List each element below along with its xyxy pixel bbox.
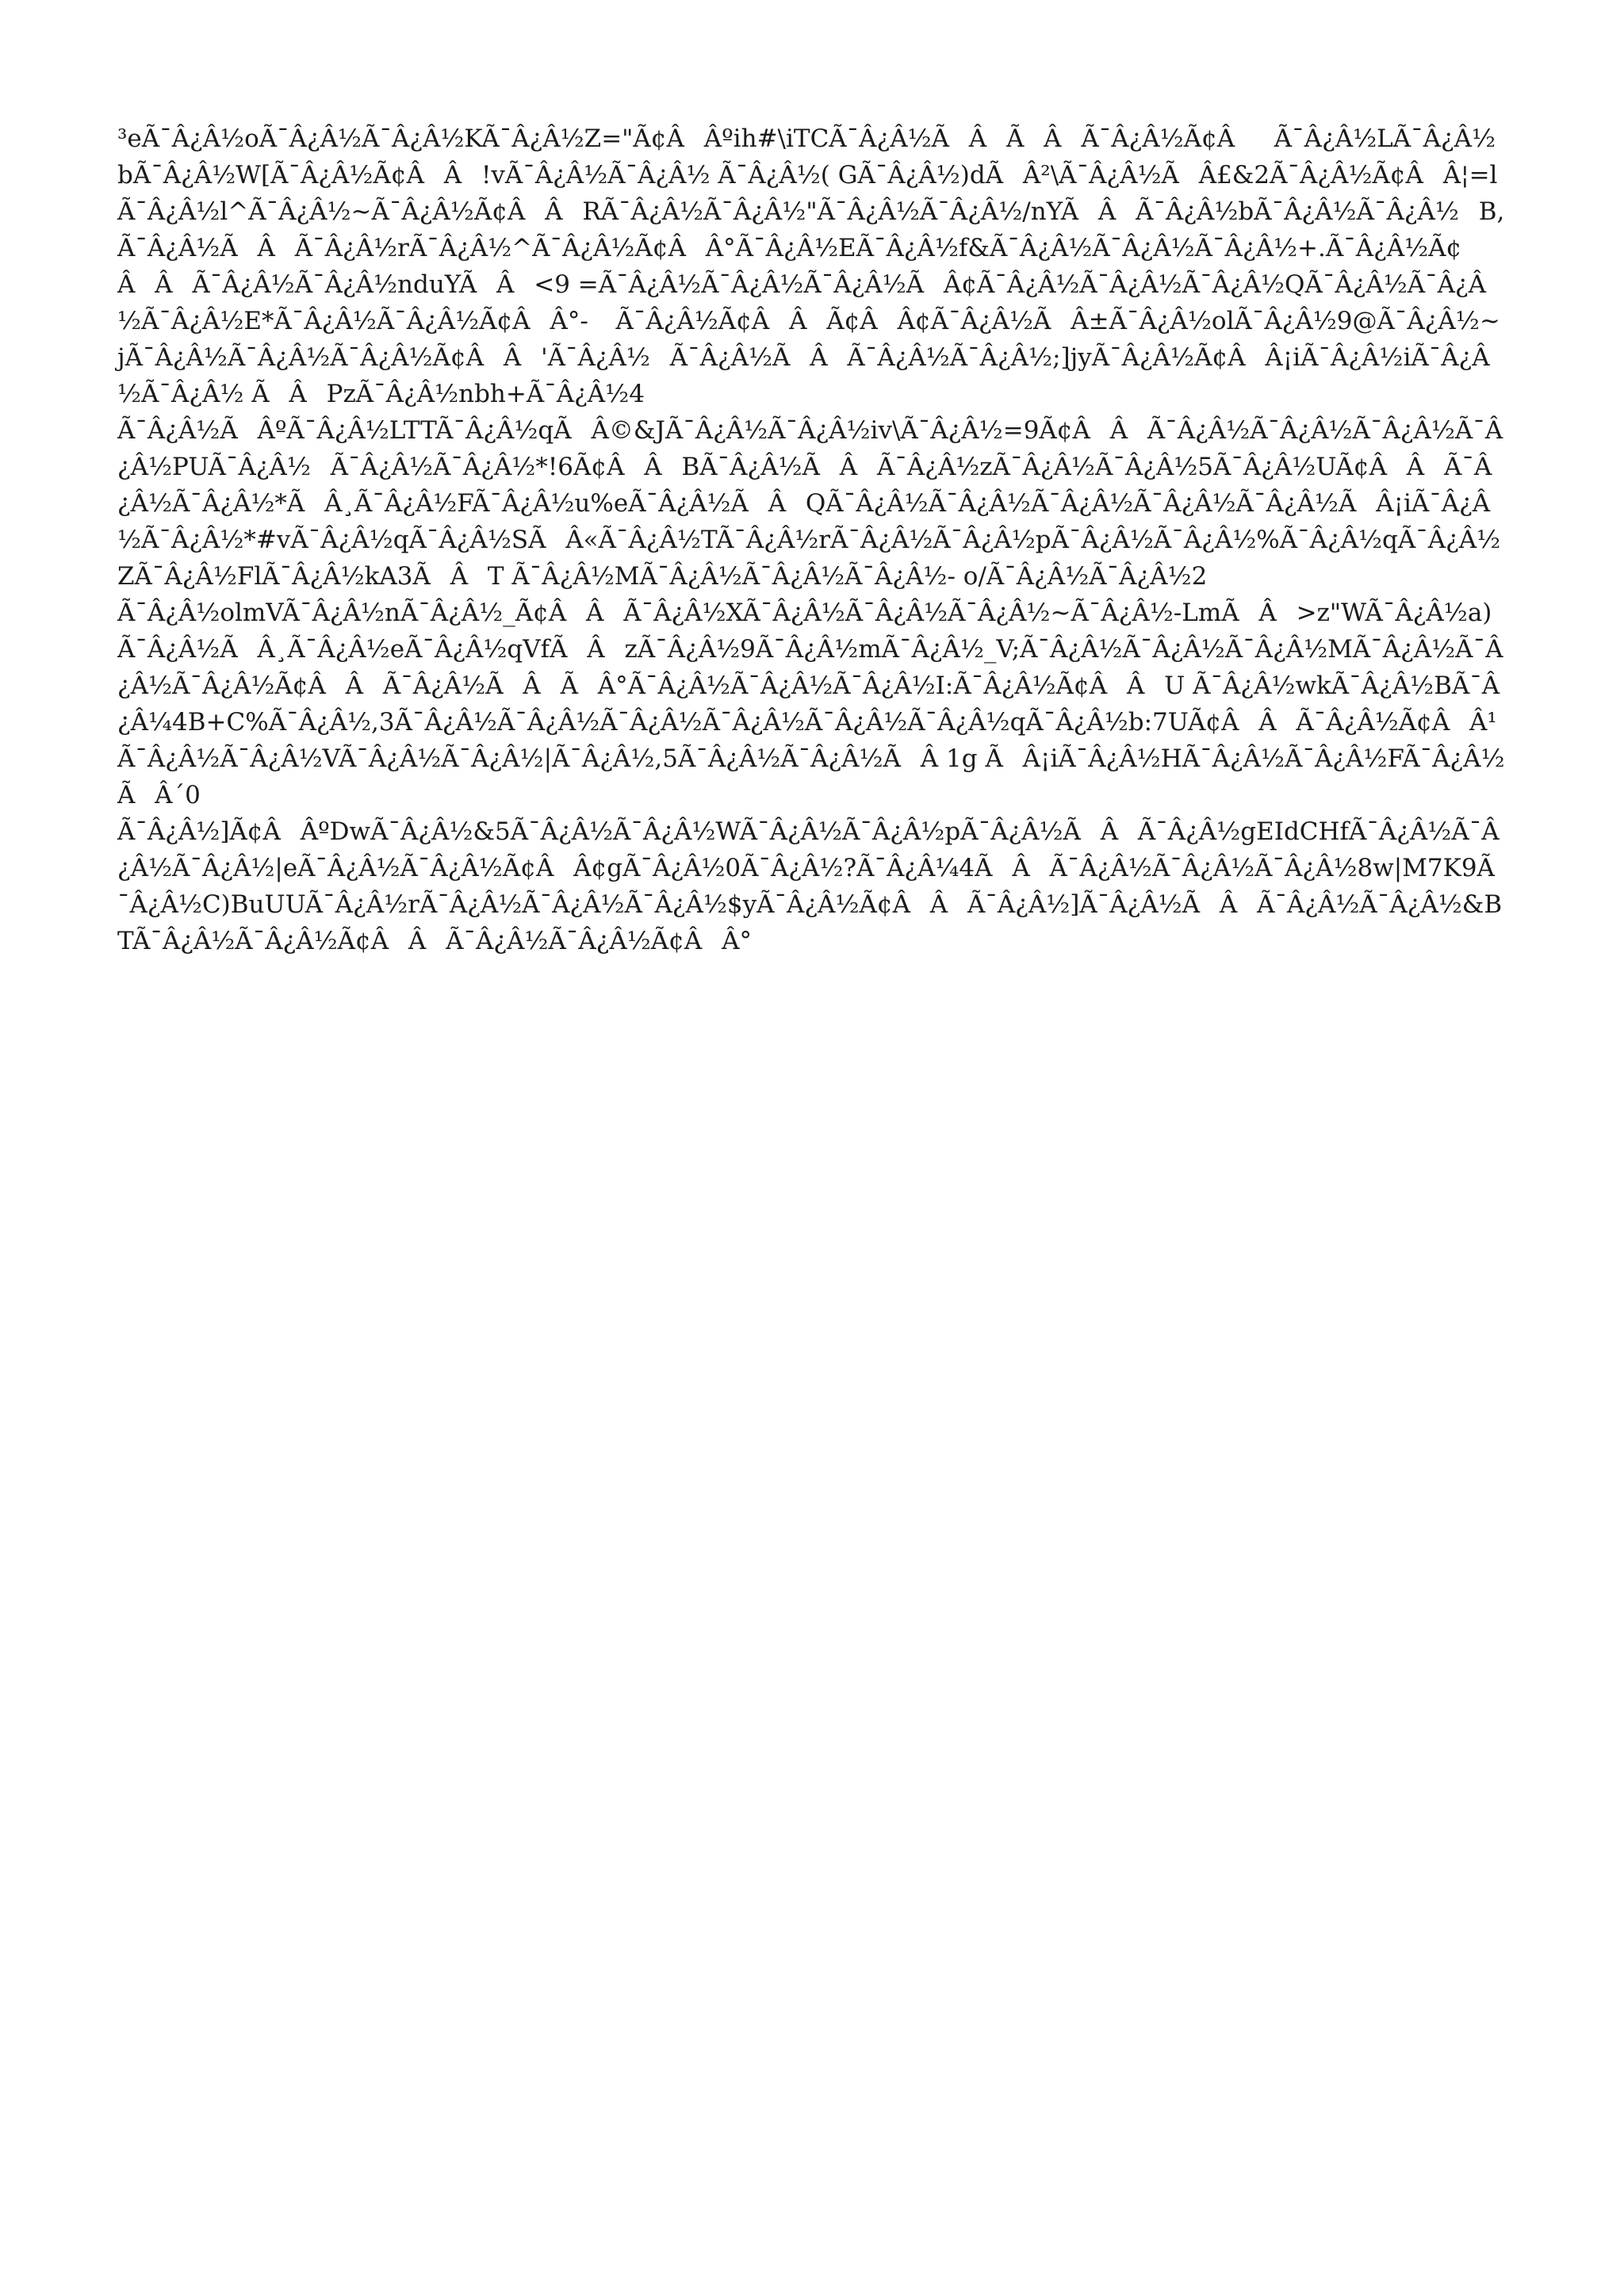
text-paragraph-2: Ã¯Â¿Â½ÃÂºÃ¯Â¿Â½LTTÃ¯Â¿Â½qÃÂ©&JÃ¯Â¿Â½Ã¯Â¿Â½iv\Ã¯Â¿Â½=9Ã¢ÂÂÃ¯Â¿Â½Ã¯Â¿Â½Ã¯Â¿Â½Ã¯Â¿Â½PUÃ¯Â¿Â½Ã¯Â¿Â½Ã¯Â¿Â½*!6Ã¢ÂÂBÃ¯Â¿Â½ÃÂÃ¯Â¿Â½zÃ¯Â¿Â½Ã¯Â¿Â½5Ã¯Â¿Â½UÃ¢ÂÂÃ¯Â¿Â½Ã¯Â¿Â½*ÃÂ¸Ã¯Â¿Â½FÃ¯Â¿Â½u%eÃ¯Â¿Â½ÃÂQÃ¯Â¿Â½Ã¯Â¿Â½Ã¯Â¿Â½Ã¯Â¿Â½Ã¯Â¿Â½ÃÂ¡iÃ¯Â¿Â½Ã¯Â¿Â½*#vÃ¯Â¿Â½qÃ¯Â¿Â½SÃÂ«Ã¯Â¿Â½TÃ¯Â¿Â½rÃ¯Â¿Â½Ã¯Â¿Â½pÃ¯Â¿Â½Ã¯Â¿Â½%Ã¯Â¿Â½qÃ¯Â¿Â½ZÃ¯Â¿Â½FlÃ¯Â¿Â½kA3ÃÂT Ã¯Â¿Â½MÃ¯Â¿Â½Ã¯Â¿Â½Ã¯Â¿Â½- o/Ã¯Â¿Â½Ã¯Â¿Â½2 (117, 416, 1503, 591)
document-body-text (117, 121, 1507, 959)
text-paragraph-3: Ã¯Â¿Â½olmVÃ¯Â¿Â½nÃ¯Â¿Â½_Ã¢ÂÂÃ¯Â¿Â½XÃ¯Â¿Â½Ã¯Â¿Â½Ã¯Â¿Â½~Ã¯Â¿Â½-LmÃÂ>z"WÃ¯Â¿Â½a)Ã¯Â¿Â½ÃÂ¸Ã¯Â¿Â½eÃ¯Â¿Â½qVfÃÂzÃ¯Â¿Â½9Ã¯Â¿Â½mÃ¯Â¿Â½_V;Ã¯Â¿Â½Ã¯Â¿Â½Ã¯Â¿Â½MÃ¯Â¿Â½Ã¯Â¿Â½Ã¯Â¿Â½Ã¢ÂÂÃ¯Â¿Â½ÃÂÃÂ°Ã¯Â¿Â½Ã¯Â¿Â½Ã¯Â¿Â½I:Ã¯Â¿Â½Ã¢ÂÂU Ã¯Â¿Â½wkÃ¯Â¿Â½BÃ¯Â¿Â¼4B+C%Ã¯Â¿Â½,3Ã¯Â¿Â½Ã¯Â¿Â½Ã¯Â¿Â½Ã¯Â¿Â½Ã¯Â¿Â½Ã¯Â¿Â½qÃ¯Â¿Â½b:7UÃ¢ÂÂÃ¯Â¿Â½Ã¢ÂÂ¹Ã¯Â¿Â½Ã¯Â¿Â½VÃ¯Â¿Â½Ã¯Â¿Â½|Ã¯Â¿Â½,5Ã¯Â¿Â½Ã¯Â¿Â½ÃÂ 1g ÃÂ¡iÃ¯Â¿Â½HÃ¯Â¿Â½Ã¯Â¿Â½FÃ¯Â¿Â½ÃÂ´0 (117, 599, 1505, 809)
text-paragraph-1: ³eÃ¯Â¿Â½oÃ¯Â¿Â½Ã¯Â¿Â½KÃ¯Â¿Â½Z="Ã¢ÂÂºih#\iTCÃ¯Â¿Â½ÃÂÃÂÃ¯Â¿Â½Ã¢ÂÃ¯Â¿Â½LÃ¯Â¿Â½bÃ¯Â¿Â½W[Ã¯Â¿Â½Ã¢ÂÂ!vÃ¯Â¿Â½Ã¯Â¿Â½ Ã¯Â¿Â½( GÃ¯Â¿Â½)dÃÂ²\Ã¯Â¿Â½ÃÂ£&2Ã¯Â¿Â½Ã¢ÂÂ¦=lÃ¯Â¿Â½l^Ã¯Â¿Â½~Ã¯Â¿Â½Ã¢ÂÂRÃ¯Â¿Â½Ã¯Â¿Â½"Ã¯Â¿Â½Ã¯Â¿Â½/nYÃÂÃ¯Â¿Â½bÃ¯Â¿Â½Ã¯Â¿Â½B,Ã¯Â¿Â½ÃÂÃ¯Â¿Â½rÃ¯Â¿Â½^Ã¯Â¿Â½Ã¢ÂÂ°Ã¯Â¿Â½EÃ¯Â¿Â½f&Ã¯Â¿Â½Ã¯Â¿Â½Ã¯Â¿Â½+.Ã¯Â¿Â½Ã¢ÂÂÃ¯Â¿Â½Ã¯Â¿Â½nduYÃÂ<9 =Ã¯Â¿Â½Ã¯Â¿Â½Ã¯Â¿Â½ÃÂ¢Ã¯Â¿Â½Ã¯Â¿Â½Ã¯Â¿Â½QÃ¯Â¿Â½Ã¯Â¿Â½Ã¯Â¿Â½E*Ã¯Â¿Â½Ã¯Â¿Â½Ã¢ÂÂ°- Ã¯Â¿Â½Ã¢ÂÂÃ¢ÂÂ¢Ã¯Â¿Â½ÃÂ±Ã¯Â¿Â½olÃ¯Â¿Â½9@Ã¯Â¿Â½~jÃ¯Â¿Â½Ã¯Â¿Â½Ã¯Â¿Â½Ã¢ÂÂ'Ã¯Â¿Â½Ã¯Â¿Â½ÃÂÃ¯Â¿Â½Ã¯Â¿Â½;]jyÃ¯Â¿Â½Ã¢ÂÂ¡iÃ¯Â¿Â½iÃ¯Â¿Â½Ã¯Â¿Â½ ÃÂPzÃ¯Â¿Â½nbh+Ã¯Â¿Â½4 (117, 124, 1505, 408)
text-paragraph-4: Ã¯Â¿Â½]Ã¢ÂÂºDwÃ¯Â¿Â½&5Ã¯Â¿Â½Ã¯Â¿Â½WÃ¯Â¿Â½Ã¯Â¿Â½pÃ¯Â¿Â½ÃÂÃ¯Â¿Â½gEIdCHfÃ¯Â¿Â½Ã¯Â¿Â½Ã¯Â¿Â½|eÃ¯Â¿Â½Ã¯Â¿Â½Ã¢ÂÂ¢gÃ¯Â¿Â½0Ã¯Â¿Â½?Ã¯Â¿Â¼4ÃÂÃ¯Â¿Â½Ã¯Â¿Â½Ã¯Â¿Â½8w|M7K9Ã¯Â¿Â½C)BuUUÃ¯Â¿Â½rÃ¯Â¿Â½Ã¯Â¿Â½Ã¯Â¿Â½$yÃ¯Â¿Â½Ã¢ÂÂÃ¯Â¿Â½]Ã¯Â¿Â½ÃÂÃ¯Â¿Â½Ã¯Â¿Â½&BTÃ¯Â¿Â½Ã¯Â¿Â½Ã¢ÂÂÃ¯Â¿Â½Ã¯Â¿Â½Ã¢ÂÂ° (117, 817, 1503, 955)
